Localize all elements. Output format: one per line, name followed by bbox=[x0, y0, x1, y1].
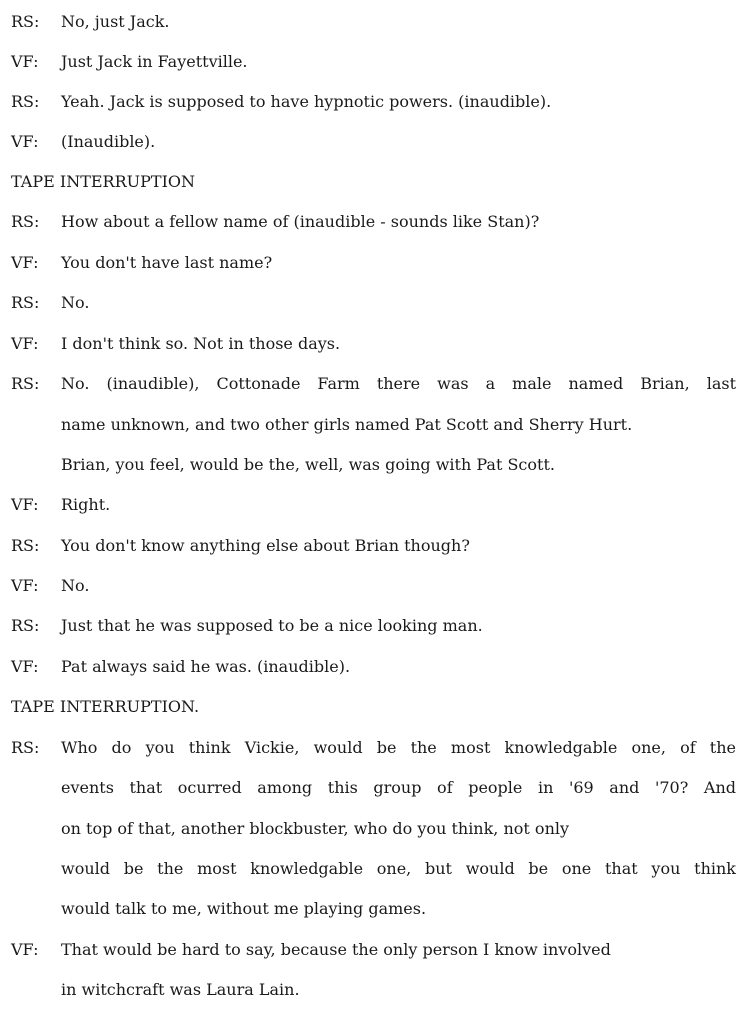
speaker-label: RS: bbox=[11, 374, 40, 393]
line-text: (Inaudible). bbox=[61, 132, 156, 151]
speaker-label: VF: bbox=[11, 657, 39, 676]
line-text: No. (inaudible), Cottonade Farm there was a male named Brian, last bbox=[61, 374, 736, 393]
line-text: No, just Jack. bbox=[61, 12, 170, 31]
speaker-label: VF: bbox=[11, 52, 39, 71]
line-text: You don't know anything else about Brian though? bbox=[61, 536, 470, 555]
line-text: Right. bbox=[61, 495, 111, 514]
line-text: Brian, you feel, would be the, well, was going with Pat Scott. bbox=[61, 455, 555, 474]
line-text: Just Jack in Fayettville. bbox=[61, 52, 248, 71]
line-text: No. bbox=[61, 293, 90, 312]
line-text: would be the most knowledgable one, but would be one that you think bbox=[61, 859, 736, 878]
speaker-label: VF: bbox=[11, 132, 39, 151]
speaker-label: RS: bbox=[11, 92, 40, 111]
line-text: events that ocurred among this group of people in '69 and '70? And bbox=[61, 778, 736, 797]
line-text: name unknown, and two other girls named Pat Scott and Sherry Hurt. bbox=[61, 415, 633, 434]
line-text: I don't think so. Not in those days. bbox=[61, 334, 341, 353]
section-label: TAPE INTERRUPTION. bbox=[11, 697, 200, 716]
line-text: That would be hard to say, because the only person I know involved bbox=[61, 940, 611, 959]
line-text: on top of that, another blockbuster, who do you think, not only bbox=[61, 819, 570, 838]
speaker-label: VF: bbox=[11, 940, 39, 959]
line-text: Just that he was supposed to be a nice looking man. bbox=[61, 616, 483, 635]
line-text: in witchcraft was Laura Lain. bbox=[61, 980, 300, 999]
line-text: would talk to me, without me playing games. bbox=[61, 899, 427, 918]
speaker-label: RS: bbox=[11, 293, 40, 312]
line-text: Who do you think Vickie, would be the most knowledgable one, of the bbox=[61, 738, 736, 757]
speaker-label: VF: bbox=[11, 576, 39, 595]
speaker-label: VF: bbox=[11, 253, 39, 272]
line-text: How about a fellow name of (inaudible - sounds like Stan)? bbox=[61, 212, 540, 231]
line-text: Yeah. Jack is supposed to have hypnotic powers. (inaudible). bbox=[61, 92, 552, 111]
line-text: Pat always said he was. (inaudible). bbox=[61, 657, 351, 676]
speaker-label: VF: bbox=[11, 334, 39, 353]
speaker-label: RS: bbox=[11, 738, 40, 757]
line-text: You don't have last name? bbox=[61, 253, 273, 272]
speaker-label: RS: bbox=[11, 616, 40, 635]
speaker-label: RS: bbox=[11, 536, 40, 555]
section-label: TAPE INTERRUPTION bbox=[11, 172, 196, 191]
line-text: No. bbox=[61, 576, 90, 595]
speaker-label: VF: bbox=[11, 495, 39, 514]
speaker-label: RS: bbox=[11, 212, 40, 231]
speaker-label: RS: bbox=[11, 12, 40, 31]
